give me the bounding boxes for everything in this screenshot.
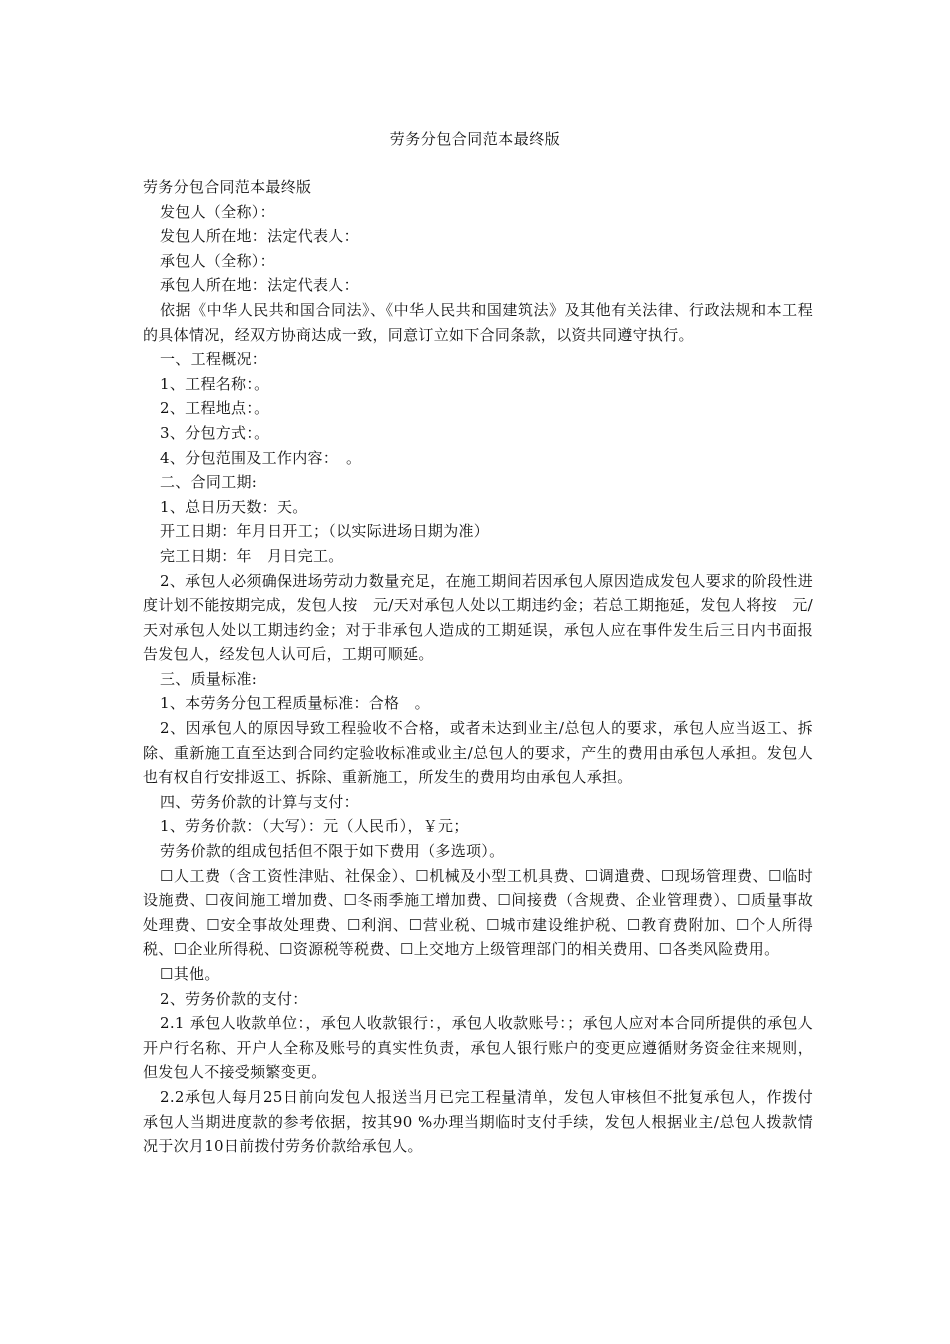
- project-location-line: 2、工程地点：。: [160, 399, 270, 418]
- rework-paragraph: 2、因承包人的原因导致工程验收不合格，或者未达到业主/总包人的要求，承包人应当返工、拆除、重新施工直至达到合同约定验收标准或业主/总包人的要求，产生的费用由承包人承担。发包人也有权自行安排返工、拆除、重新施工，所发生的费用均由承包人承担。: [143, 719, 813, 787]
- other-fee-checkbox-line: ☐其他。: [160, 965, 220, 983]
- completion-date-line: 完工日期：年 月日完工。: [160, 546, 344, 565]
- subcontract-method-line: 3、分包方式：。: [160, 423, 270, 442]
- price-composition-line: 劳务价款的组成包括但不限于如下费用（多选项）。: [160, 842, 505, 861]
- contractor-name-line: 承包人（全称）：: [160, 251, 275, 270]
- fee-checklist-paragraph: ☐人工费（含工资性津贴、社保金）、☐机械及小型工机具费、☐调遣费、☐现场管理费、☐临时设施费、☐夜间施工增加费、☐冬雨季施工增加费、☐间接费（含规费、企业管理费）、☐质量事故处理费、☐安全事故处理费、☐利润、☐营业税、☐城市建设维护税、☐教育费附加、☐个人所得税、☐企业所得税、☐资源税等税费、☐上交地方上级管理部门的相关费用、☐各类风险费用。: [143, 866, 813, 959]
- payment-method-heading: 2、劳务价款的支付：: [160, 989, 308, 1008]
- section-heading-quality-standard: 三、质量标准:: [160, 669, 258, 688]
- employer-name-line: 发包人（全称）：: [160, 202, 275, 221]
- total-days-line: 1、总日历天数：天。: [160, 497, 308, 516]
- quality-standard-line: 1、本劳务分包工程质量标准：合格 。: [160, 694, 430, 713]
- project-name-line: 1、工程名称：。: [160, 374, 270, 393]
- employer-address-line: 发包人所在地：法定代表人：: [160, 227, 359, 246]
- monthly-payment-paragraph: 2.2承包人每月25日前向发包人报送当月已完工程量清单，发包人审核但不批复承包人，作拨付承包人当期进度款的参考依据，按其90 %办理当期临时支付手续，发包人根据业主/总包人拨款情况于次月10日前拨付劳务价款给承包人。: [143, 1087, 813, 1156]
- body-heading: 劳务分包合同范本最终版: [143, 178, 312, 196]
- section-heading-project-overview: 一、工程概况：: [160, 350, 268, 369]
- labor-price-line: 1、劳务价款：（大写）：元（人民币），￥元；: [160, 817, 469, 836]
- preamble-paragraph: 依据《中华人民共和国合同法》、《中华人民共和国建筑法》及其他有关法律、行政法规和本工程的具体情况，经双方协商达成一致，同意订立如下合同条款，以资共同遵守执行。: [143, 300, 813, 344]
- start-date-line: 开工日期：年月日开工；（以实际进场日期为准）: [160, 522, 490, 541]
- contractor-address-line: 承包人所在地：法定代表人：: [160, 276, 359, 295]
- scope-of-work-line: 4、分包范围及工作内容： 。: [160, 448, 362, 467]
- section-heading-contract-period: 二、合同工期:: [160, 473, 258, 492]
- bank-account-paragraph: 2.1 承包人收款单位：，承包人收款银行：，承包人收款账号：；承包人应对本合同所提供的承包人开户行名称、开户人全称及账号的真实性负责，承包人银行账户的变更应遵循财务资金往来规则，但发包人不接受频繁变更。: [143, 1014, 813, 1082]
- document-title: 劳务分包合同范本最终版: [389, 130, 561, 148]
- delay-penalty-paragraph: 2、承包人必须确保进场劳动力数量充足，在施工期间若因承包人原因造成发包人要求的阶段性进度计划不能按期完成，发包人按 元/天对承包人处以工期违约金；若总工期拖延，发包人将按 元/天对承包人处以工期违约金；对于非承包人造成的工期延误，承包人应在事件发生后三日内书面报告发包人，经发包人认可后，工期可顺延。: [143, 571, 813, 664]
- document-body: [143, 175, 813, 1159]
- section-heading-payment: 四、劳务价款的计算与支付：: [160, 792, 359, 811]
